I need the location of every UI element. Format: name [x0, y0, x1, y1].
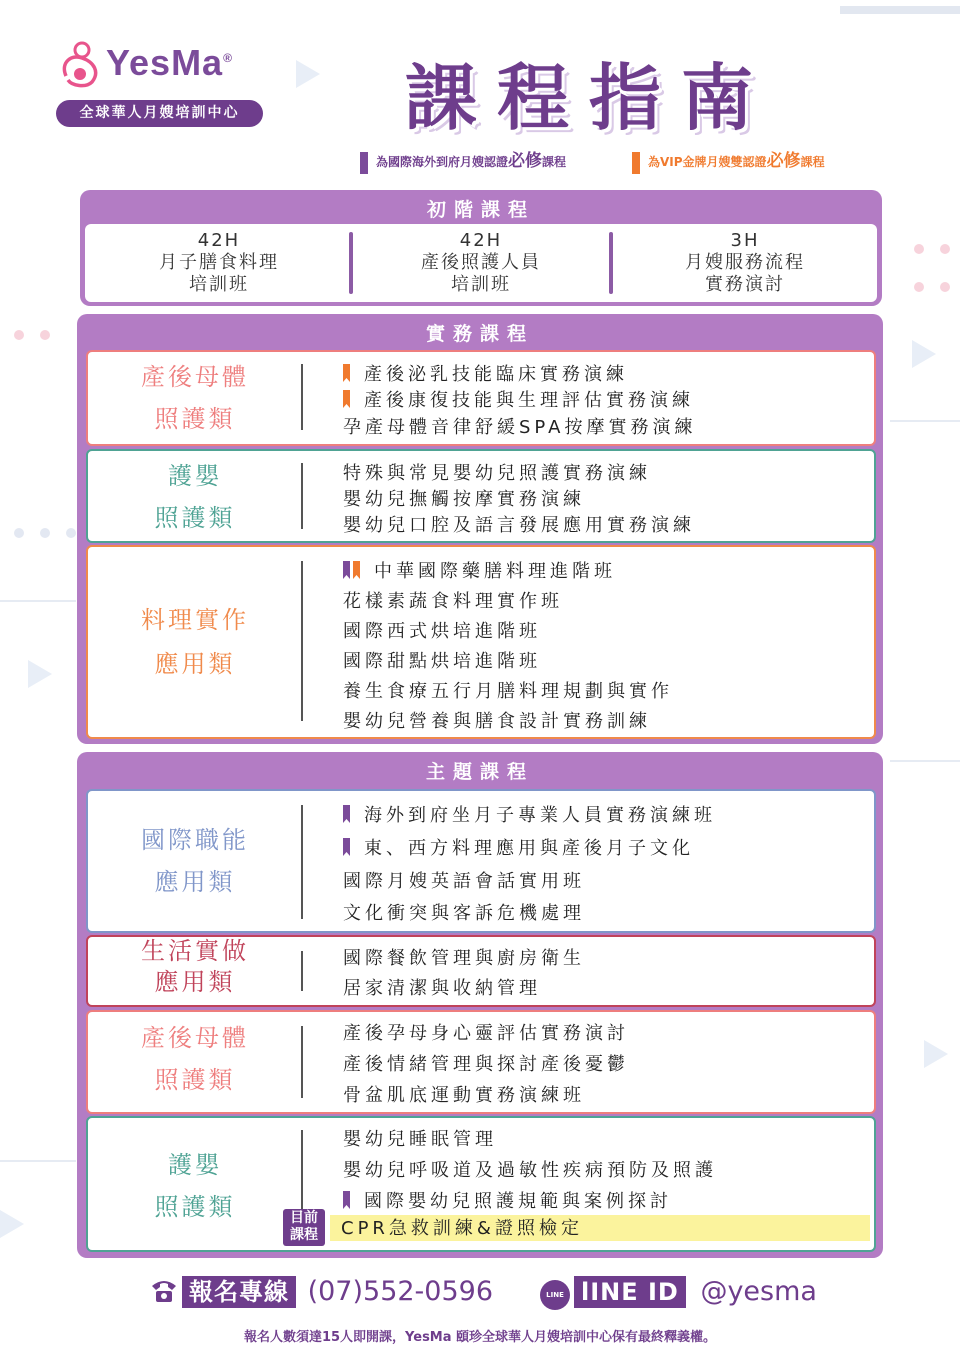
basic-course: 42H 產後照護人員 培訓班	[421, 230, 541, 295]
course-item: 中華國際藥膳料理進階班	[343, 557, 616, 583]
course-item: 養生食療五行月膳料理規劃與實作	[343, 681, 673, 702]
course-item: 海外到府坐月子專業人員實務演練班	[343, 801, 716, 827]
category-infant-care: 護嬰 照護類 特殊與常見嬰幼兒照護實務演練 嬰幼兒撫觸按摩實務演練 嬰幼兒口腔及語言發展應用實務演練	[86, 449, 876, 543]
orange-bookmark-icon	[632, 152, 640, 174]
phone-number[interactable]: (07)552-0596	[307, 1276, 494, 1307]
course-item: 嬰幼兒撫觸按摩實務演練	[343, 489, 585, 510]
category-daily-life: 生活實做 應用類 國際餐飲管理與廚房衛生 居家清潔與收納管理	[86, 935, 876, 1007]
orange-bookmark-icon	[353, 561, 360, 579]
category-postpartum-care: 產後母體 照護類 產後泌乳技能臨床實務演練 產後康復技能與生理評估實務演練 孕產母體音律舒緩SPA按摩實務演練	[86, 350, 876, 446]
purple-bookmark-icon	[343, 838, 350, 856]
category-cooking: 料理實作 應用類 中華國際藥膳料理進階班 花樣素蔬食料理實作班 國際西式烘培進階班 國際甜點烘培進階班 養生食療五行月膳料理規劃與實作 嬰幼兒營養與膳食設計實務訓練	[86, 545, 876, 739]
line-id[interactable]: @yesma	[700, 1276, 817, 1307]
page-title: 課程指南	[405, 56, 774, 140]
section-heading: 實務課程	[425, 323, 534, 345]
course-item: 骨盆肌底運動實務演練班	[343, 1085, 585, 1106]
course-item: 產後孕母身心靈評估實務演討	[343, 1023, 629, 1044]
course-item: 國際甜點烘培進階班	[343, 651, 541, 672]
category-international: 國際職能 應用類 海外到府坐月子專業人員實務演練班 東、西方料理應用與產後月子文化 國際月嫂英語會話實用班 文化衝突與客訴危機處理	[86, 789, 876, 933]
brand-name: YesMa®	[106, 42, 233, 83]
footer-note: 報名人數須達15人即開課，YesMa 頤珍全球華人月嫂培訓中心保有最終釋義權。	[243, 1330, 717, 1345]
course-item: 嬰幼兒呼吸道及過敏性疾病預防及照護	[343, 1160, 717, 1181]
course-item: 國際嬰幼兒照護規範與案例探討	[343, 1187, 672, 1213]
line-label: lINE ID	[574, 1276, 686, 1308]
mother-baby-logo-icon	[56, 36, 104, 88]
line-icon: LINE	[540, 1280, 570, 1310]
course-item: 東、西方料理應用與產後月子文化	[343, 834, 694, 860]
brand-subtitle: 全球華人月嫂培訓中心	[56, 100, 263, 127]
basic-course-section	[80, 190, 882, 306]
orange-bookmark-icon	[343, 364, 350, 382]
course-item: 花樣素蔬食料理實作班	[343, 591, 563, 612]
line-contact	[540, 1276, 817, 1310]
course-item: 產後情緒管理與探討產後憂鬱	[343, 1054, 629, 1075]
course-item: 國際月嫂英語會話實用班	[343, 871, 585, 892]
orange-bookmark-icon	[343, 390, 350, 408]
course-item: 孕產母體音律舒緩SPA按摩實務演練	[343, 417, 697, 438]
course-item: 嬰幼兒睡眠管理	[343, 1129, 497, 1150]
phone-icon	[150, 1278, 178, 1304]
course-item: 產後康復技能與生理評估實務演練	[343, 386, 694, 412]
section-heading: 主題課程	[425, 761, 534, 783]
course-item: 文化衝突與客訴危機處理	[343, 903, 585, 924]
course-item: 居家清潔與收納管理	[343, 978, 541, 999]
purple-bookmark-icon	[360, 152, 368, 174]
legend-orange: 為VIP金牌月嫂雙認證必修課程	[632, 146, 825, 174]
purple-bookmark-icon	[343, 561, 350, 579]
course-item: 嬰幼兒營養與膳食設計實務訓練	[343, 711, 651, 732]
purple-bookmark-icon	[343, 1191, 350, 1209]
course-item: 產後泌乳技能臨床實務演練	[343, 360, 628, 386]
basic-course-list	[85, 224, 877, 302]
course-item: 特殊與常見嬰幼兒照護實務演練	[343, 463, 651, 484]
category-postpartum-care: 產後母體 照護類 產後孕母身心靈評估實務演討 產後情緒管理與探討產後憂鬱 骨盆肌底運動實務演練班	[86, 1010, 876, 1114]
basic-course: 42H 月子膳食料理 培訓班	[159, 230, 279, 295]
course-item: 嬰幼兒口腔及語言發展應用實務演練	[343, 515, 695, 536]
purple-bookmark-icon	[343, 805, 350, 823]
phone-contact	[150, 1276, 493, 1308]
legend-purple: 為國際海外到府月嫂認證必修課程	[360, 146, 566, 174]
basic-course: 3H 月嫂服務流程 實務演討	[685, 230, 805, 295]
course-item: 國際餐飲管理與廚房衛生	[343, 948, 585, 969]
category-infant-care: 護嬰 照護類 嬰幼兒睡眠管理 嬰幼兒呼吸道及過敏性疾病預防及照護 國際嬰幼兒照護規範與案例探討	[86, 1116, 876, 1252]
course-item: 國際西式烘培進階班	[343, 621, 541, 642]
phone-label: 報名專線	[182, 1276, 296, 1308]
current-course-badge: 目前 課程	[283, 1209, 325, 1246]
current-course-item: CPR急救訓練&證照檢定	[341, 1218, 583, 1239]
section-heading: 初階課程	[426, 199, 535, 221]
